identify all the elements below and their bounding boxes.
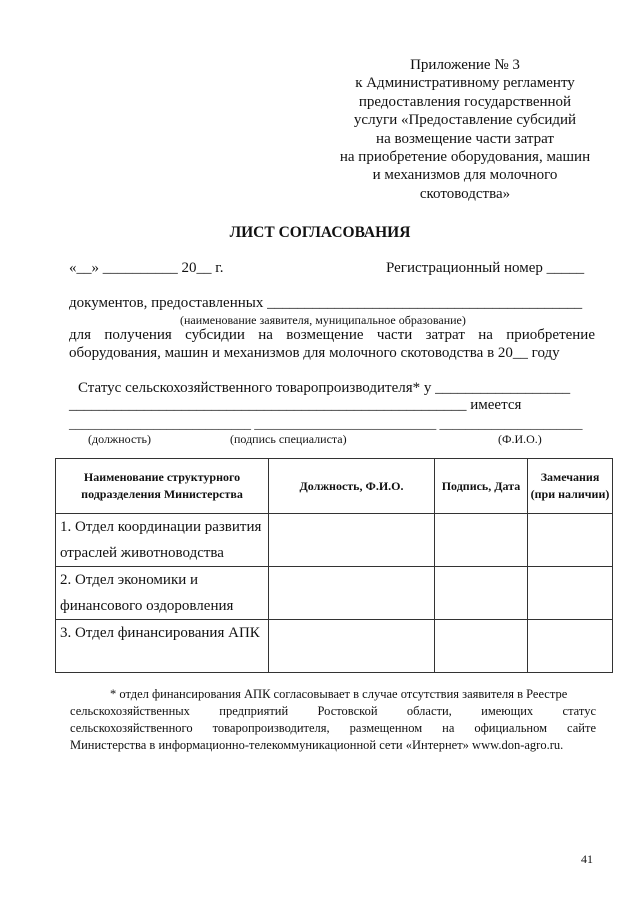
table-row: [56, 514, 613, 567]
purpose-line-1: для получения субсидии на возмещение части затрат на приобретение: [69, 327, 595, 343]
footnote-line: * отдел финансирования АПК согласовывает в случае отсутствия заявителя в Реестре: [110, 687, 568, 701]
header-department: Наименование структурного подразделения Министерства: [56, 459, 269, 514]
appendix-line: скотоводства»: [419, 185, 511, 202]
status-line-1: Статус сельскохозяйственного товаропроизводителя* у __________________: [78, 380, 571, 396]
signature-caption: (подпись специалиста): [230, 432, 347, 446]
table-row: [56, 567, 613, 620]
remarks-cell[interactable]: [528, 567, 613, 620]
applicant-caption: (наименование заявителя, муниципальное образование): [180, 313, 466, 327]
appendix-line: Приложение № 3: [410, 57, 520, 73]
position-fio-cell[interactable]: [269, 514, 435, 567]
header-signature-date: Подпись, Дата: [435, 459, 528, 514]
signature-date-cell[interactable]: [435, 567, 528, 620]
header-position-fio: Должность, Ф.И.О.: [269, 459, 435, 514]
appendix-header: [330, 56, 600, 203]
page-title: ЛИСТ СОГЛАСОВАНИЯ: [229, 224, 411, 241]
appendix-line: на приобретение оборудования, машин: [339, 149, 591, 166]
header-remarks: Замечания (при наличии): [528, 459, 613, 514]
appendix-line: и механизмов для молочного: [372, 167, 558, 184]
footnote-line: сельскохозяйственного товаропроизводителя, размещенном на официальном сайте: [70, 721, 596, 735]
department-cell: 3. Отдел финансирования АПК: [56, 620, 269, 673]
remarks-cell[interactable]: [528, 514, 613, 567]
footnote: [70, 686, 596, 754]
department-cell: 1. Отдел координации развития отраслей животноводства: [56, 514, 269, 567]
department-cell: 2. Отдел экономики и финансового оздоровления: [56, 567, 269, 620]
signature-date-cell[interactable]: [435, 620, 528, 673]
fio-caption: (Ф.И.О.): [498, 432, 542, 446]
purpose-line-2: оборудования, машин и механизмов для молочного скотоводства в 20__ году: [69, 345, 560, 361]
table-row: [56, 620, 613, 673]
appendix-line: к Административному регламенту: [355, 75, 575, 92]
approval-table: [55, 458, 613, 673]
date-field: «__» __________ 20__ г.: [69, 260, 224, 276]
page-number: 41: [581, 852, 593, 866]
footnote-line: сельскохозяйственных предприятий Ростовской области, имеющих статус: [70, 704, 596, 718]
registration-number-field: Регистрационный номер _____: [386, 260, 585, 276]
appendix-line: на возмещение части затрат: [376, 130, 554, 147]
position-fio-cell[interactable]: [269, 567, 435, 620]
signature-line: ____________________________ ____________________________ ______________________: [69, 416, 583, 431]
table-header-row: [56, 459, 613, 514]
appendix-line: предоставления государственной: [358, 93, 572, 110]
appendix-line: услуги «Предоставление субсидий: [353, 112, 577, 129]
footnote-line: Министерства в информационно-телекоммуникационной сети «Интернет» www.don-agro.ru.: [70, 738, 564, 752]
remarks-cell[interactable]: [528, 620, 613, 673]
signature-date-cell[interactable]: [435, 514, 528, 567]
status-line-2: _____________________________________________________ имеется: [69, 397, 522, 413]
documents-line: документов, предоставленных __________________________________________: [69, 295, 583, 311]
position-fio-cell[interactable]: [269, 620, 435, 673]
position-caption: (должность): [88, 432, 151, 446]
